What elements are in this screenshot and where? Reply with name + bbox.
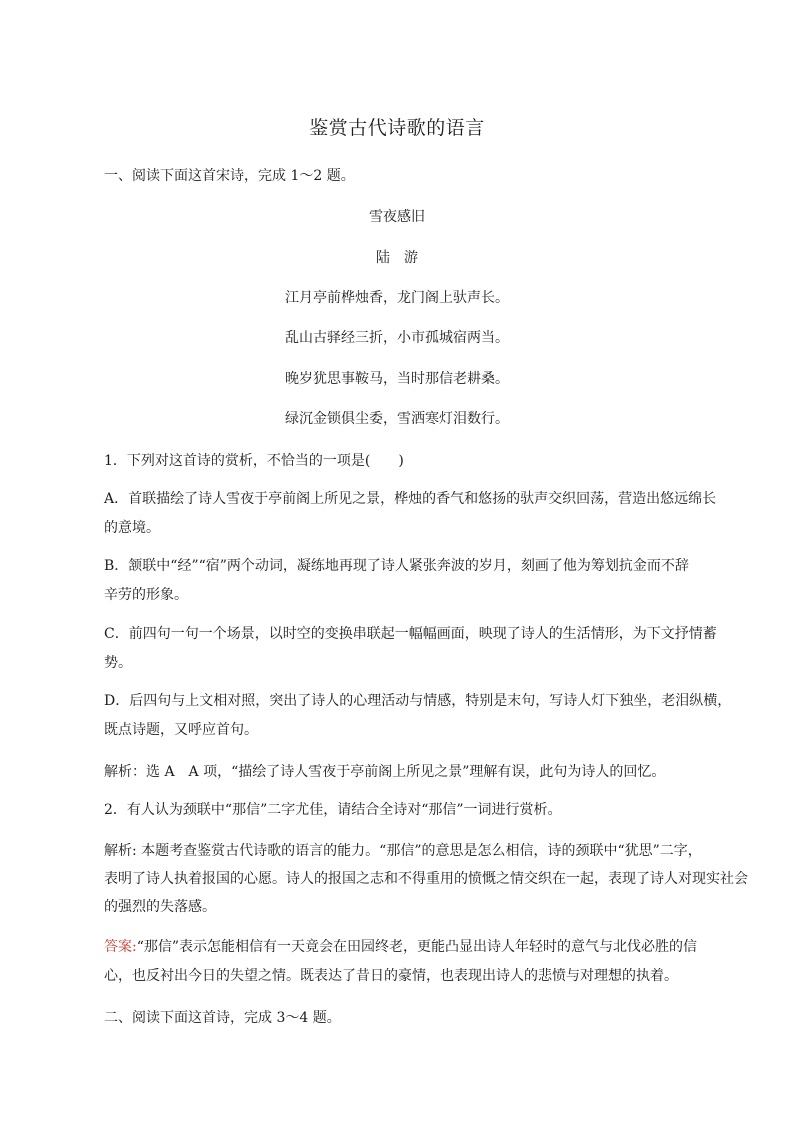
option-c-line-1: C．前四句一句一个场景，以时空的变换串联起一幅幅画面，映现了诗人的生活情形，为下文抒情蓄 (104, 626, 717, 642)
poem-line-4: 绿沉金锁俱尘委，雪洒寒灯泪数行。 (285, 411, 509, 427)
option-a-line-2: 的意境。 (104, 520, 160, 536)
option-a-line-1: A．首联描绘了诗人雪夜于亭前阁上所见之景，桦烛的香气和悠扬的驮声交织回荡，营造出悠远绵长 (104, 491, 717, 507)
question-2-answer-line-1 (104, 937, 697, 957)
question-2-analysis-line-2: 表明了诗人执着报国的心愿。诗人的报国之志和不得重用的愤慨之情交织在一起，表现了诗人对现实社会 (104, 871, 748, 887)
poem-author: 陆 游 (376, 250, 418, 266)
question-2-analysis-line-3: 的强烈的失落感。 (104, 899, 216, 915)
option-b-line-1: B．颔联中“经”“宿”两个动词，凝练地再现了诗人紧张奔波的岁月，刻画了他为筹划抗金而不辞 (104, 558, 689, 574)
question-2-stem: 2．有人认为颈联中“那信”二字尤佳，请结合全诗对“那信”一词进行赏析。 (104, 802, 562, 818)
poem-line-2: 乱山古驿经三折，小市孤城宿两当。 (285, 330, 509, 346)
question-2-answer-line-2: 心，也反衬出今日的失望之情。既表达了昔日的豪情，也表现出诗人的悲愤与对理想的执着。 (104, 968, 678, 984)
answer-label: 答案: (104, 939, 137, 955)
question-2-analysis-line-1: 解析: 本题考查鉴赏古代诗歌的语言的能力。“那信”的意思是怎么相信，诗的颈联中“犹思”二字， (104, 843, 702, 859)
option-d-line-2: 既点诗题，又呼应首句。 (104, 722, 258, 738)
page-title: 鉴赏古代诗歌的语言 (309, 117, 485, 139)
question-1-analysis: 解析：选 A A 项，“描绘了诗人雪夜于亭前阁上所见之景”理解有误，此句为诗人的回忆。 (104, 764, 666, 780)
poem-line-1: 江月亭前桦烛香，龙门阁上驮声长。 (285, 290, 509, 306)
answer-text-line-1: “那信”表示怎能相信有一天竟会在田园终老，更能凸显出诗人年轻时的意气与北伐必胜的信 (136, 939, 698, 955)
option-b-line-2: 辛劳的形象。 (104, 587, 188, 603)
poem-line-3: 晚岁犹思事鞍马，当时那信老耕桑。 (285, 371, 509, 387)
section-1-heading: 一、阅读下面这首宋诗，完成 1～2 题。 (104, 168, 355, 184)
poem-title: 雪夜感旧 (369, 209, 425, 225)
option-c-line-2: 势。 (104, 655, 132, 671)
question-1-stem: 1．下列对这首诗的赏析，不恰当的一项是( ) (104, 453, 404, 469)
section-2-heading: 二、阅读下面这首诗，完成 3～4 题。 (104, 1010, 341, 1026)
option-d-line-1: D．后四句与上文相对照，突出了诗人的心理活动与情感，特别是末句，写诗人灯下独坐，老泪纵横， (104, 693, 732, 709)
